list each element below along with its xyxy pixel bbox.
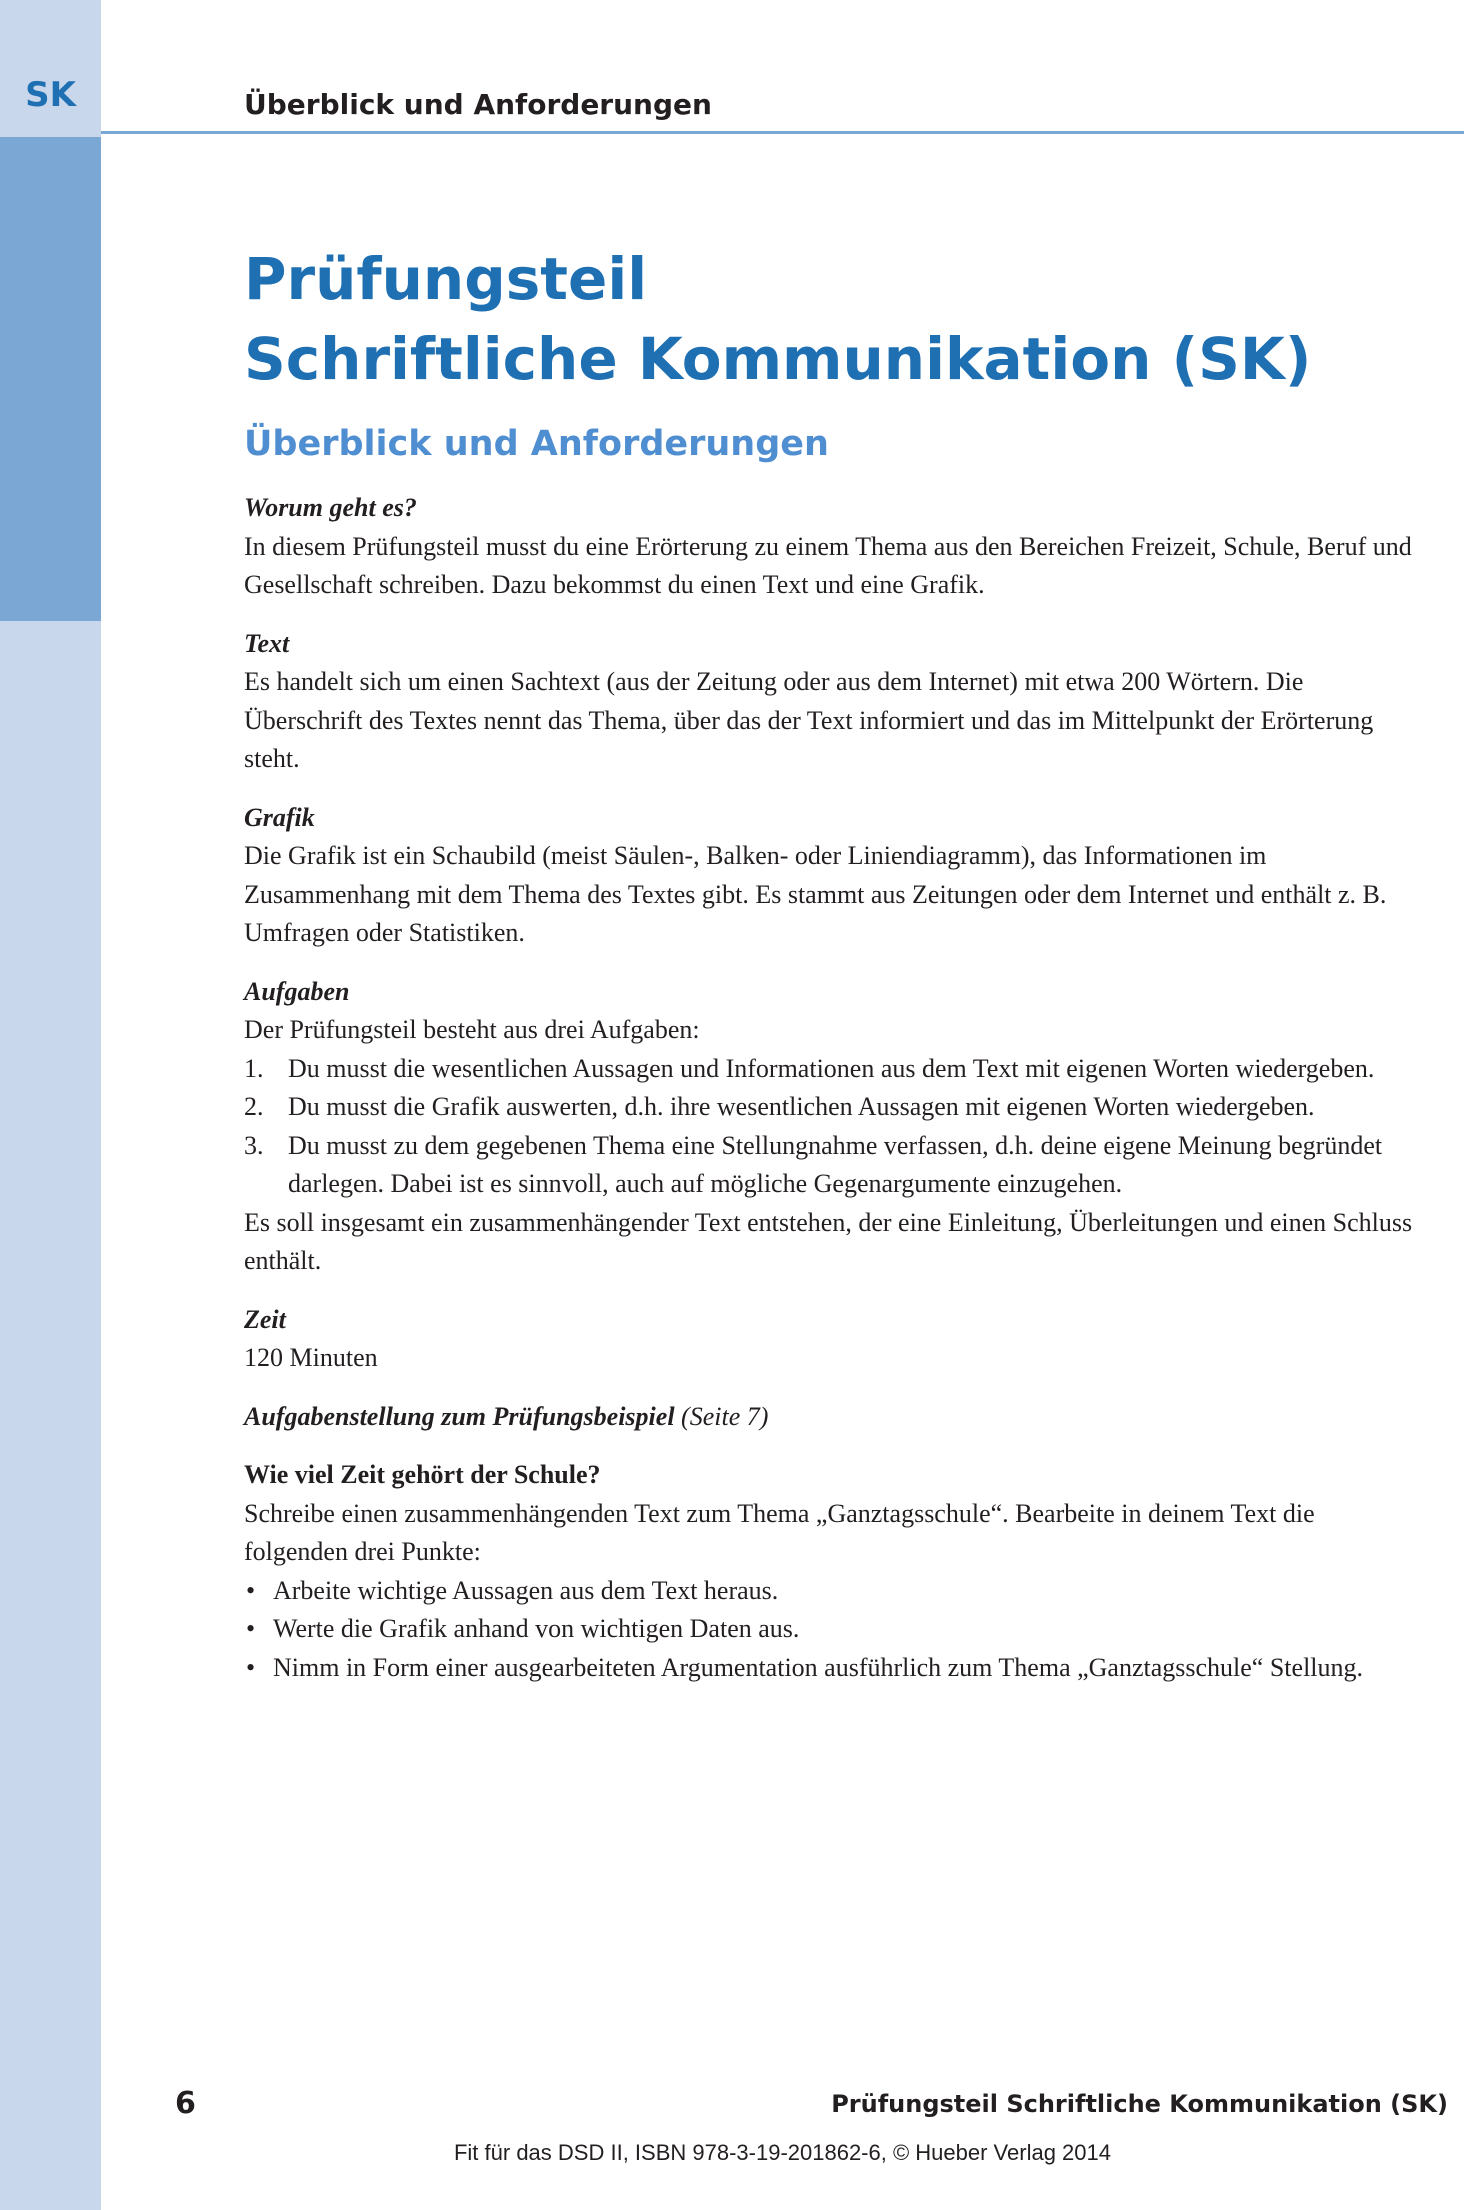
section-heading-aufgaben: Aufgaben [244,976,350,1006]
running-header: Überblick und Anforderungen [244,88,712,121]
list-item-number: 3. [244,1130,264,1160]
list-item-text: Du musst zu dem gegebenen Thema eine Stellungnahme verfassen, d.h. deine eigene Meinung begründet darlegen. Dabei ist es sinnvoll, auch auf mögliche Gegenargumente einzugehen. [288,1130,1383,1198]
task-bullets [244,1572,1424,1688]
list-item [244,1050,1424,1089]
aufgabenstellung-page-ref: (Seite 7) [681,1401,769,1431]
bullet-icon: • [246,1652,256,1682]
page-subtitle: Überblick und Anforderungen [244,424,829,464]
list-item [244,1649,1424,1688]
list-item-number: 1. [244,1053,264,1083]
list-item-number: 2. [244,1092,264,1121]
aufgaben-list [244,1050,1424,1204]
aufgaben-intro: Der Prüfungsteil besteht aus drei Aufgaben: [244,1015,700,1044]
sidebar-highlight [0,137,101,621]
section-text-text: Es handelt sich um einen Sachtext (aus der Zeitung oder aus dem Internet) mit etwa 200 Wörtern. Die Überschrift des Textes nennt das Thema, über das der Text informiert und das im Mittelpunkt der Erörterung steht. [244,667,1374,773]
section-heading-aufgabenstellung [244,1398,1424,1437]
list-item-text: Arbeite wichtige Aussagen aus dem Text heraus. [273,1575,779,1605]
aufgaben-outro: Es soll insgesamt ein zusammenhängender Text entstehen, der eine Einleitung, Überleitungen und einen Schluss enthält. [244,1207,1413,1275]
header-rule [101,131,1464,134]
list-item-text: Nimm in Form einer ausgearbeiteten Argumentation ausführlich zum Thema „Ganztagsschule“ Stellung. [273,1652,1364,1682]
bullet-icon: • [246,1575,256,1605]
section-heading-grafik: Grafik [244,802,315,832]
list-item-text: Du musst die Grafik auswerten, d.h. ihre wesentlichen Aussagen mit eigenen Worten wiedergeben. [288,1092,1315,1121]
page-number: 6 [175,2086,196,2121]
section-heading-text: Text [244,628,290,658]
list-item-text: Werte die Grafik anhand von wichtigen Daten aus. [273,1614,800,1643]
section-text-worum: In diesem Prüfungsteil musst du eine Erörterung zu einem Thema aus den Bereichen Freizeit, Schule, Beruf und Gesellschaft schreiben. Dazu bekommst du einen Text und eine Grafik. [244,531,1412,599]
section-heading-zeit: Zeit [244,1304,286,1334]
copyright-line: Fit für das DSD II, ISBN 978-3-19-201862-6, © Hueber Verlag 2014 [453,2140,1111,2165]
page-title-line1: Prüfungsteil [244,245,648,313]
aufgabenstellung-heading: Aufgabenstellung zum Prüfungsbeispiel [244,1401,675,1431]
list-item [244,1127,1424,1204]
list-item [244,1610,1424,1649]
footer-title: Prüfungsteil Schriftliche Kommunikation (SK) [831,2090,1448,2118]
list-item [244,1088,1424,1127]
section-text-zeit: 120 Minuten [244,1343,378,1372]
bullet-icon: • [246,1614,256,1643]
list-item [244,1572,1424,1611]
section-heading-worum: Worum geht es? [244,493,417,522]
section-text-grafik: Die Grafik ist ein Schaubild (meist Säulen-, Balken- oder Liniendiagramm), das Informationen im Zusammenhang mit dem Thema des Textes gibt. Es stammt aus Zeitungen oder dem Internet und enthält z. B. Umfragen oder Statistiken. [244,841,1387,947]
main-content [244,489,1424,1687]
task-text: Schreibe einen zusammenhängenden Text zum Thema „Ganztagsschule“. Bearbeite in deinem Text die folgenden drei Punkte: [244,1498,1315,1566]
task-title: Wie viel Zeit gehört der Schule? [244,1460,601,1489]
section-tab: SK [25,75,76,115]
list-item-text: Du musst die wesentlichen Aussagen und Informationen aus dem Text mit eigenen Worten wiedergeben. [288,1053,1375,1083]
page-title-line2: Schriftliche Kommunikation (SK) [244,325,1312,393]
